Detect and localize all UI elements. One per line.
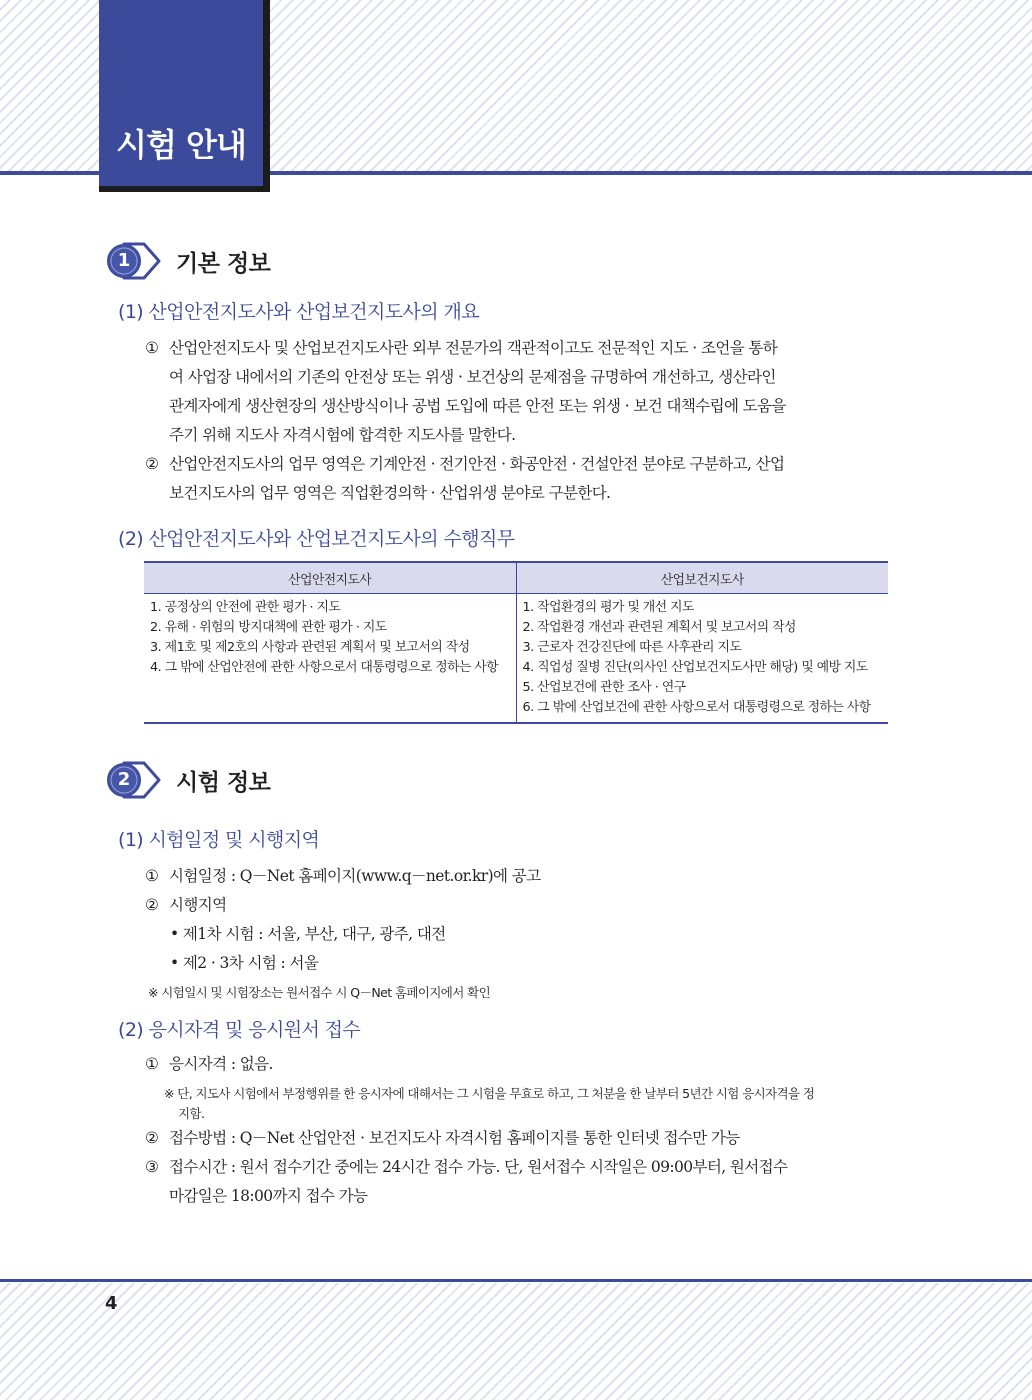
method-value: : Q－Net 산업안전 · 보건지도사 자격시험 홈페이지를 통한 인터넷 접수만 가능	[226, 1129, 740, 1147]
item-number: ①	[145, 339, 159, 357]
list-item: 4. 직업성 질병 진단(의사인 산업보건지도사만 해당) 및 예방 지도	[522, 660, 868, 675]
section-1-badge	[104, 241, 166, 281]
item-number: ②	[145, 896, 159, 914]
qualification-value: : 없음.	[226, 1055, 273, 1073]
schedule-label: 시험일정	[169, 867, 227, 885]
overview-item-1	[145, 334, 865, 508]
footer-stripe-band	[0, 1283, 1032, 1400]
qualification-label: 응시자격	[169, 1055, 227, 1073]
paragraph-line: 관계자에게 생산현장의 생산방식이나 공법 도입에 따른 안전 또는 위생 · 보건 대책수립에 도움을	[169, 397, 786, 415]
list-item: 1. 공정상의 안전에 관한 평가 · 지도	[150, 600, 341, 615]
qualification-note-line: ※ 단, 지도사 시험에서 부정행위를 한 응시자에 대해서는 그 시험을 무효로 하고, 그 처분을 한 날부터 5년간 시험 응시자격을 정	[164, 1086, 815, 1101]
application-time	[145, 1155, 787, 1177]
subsection-1-2-heading: (2) 산업안전지도사와 산업보건지도사의 수행직무	[118, 528, 515, 550]
subsection-2-2-heading: (2) 응시자격 및 응시원서 접수	[118, 1019, 361, 1041]
application-method	[145, 1126, 740, 1148]
item-number: ①	[145, 867, 159, 885]
list-item: 2. 작업환경 개선과 관련된 계획서 및 보고서의 작성	[522, 620, 796, 635]
table-header-safety: 산업안전지도사	[144, 562, 516, 594]
time-label: 접수시간	[169, 1158, 227, 1176]
section-2-badge	[104, 760, 166, 800]
time-value: : 원서 접수기간 중에는 24시간 접수 가능. 단, 원서접수 시작일은 09:00부터, 원서접수	[226, 1158, 788, 1176]
title-tab	[99, 0, 263, 186]
section-2-heading	[104, 760, 270, 800]
schedule-value: : Q－Net 홈페이지(www.q－net.or.kr)에 공고	[226, 867, 541, 885]
item-number: ①	[145, 1055, 159, 1073]
paragraph-line: 보건지도사의 업무 영역은 직업환경의학 · 산업위생 분야로 구분한다.	[169, 484, 611, 502]
paragraph-line: 산업안전지도사의 업무 영역은 기계안전 · 전기안전 · 화공안전 · 건설안전 분야로 구분하고, 산업	[169, 455, 785, 473]
time-value-continued: 마감일은 18:00까지 접수 가능	[169, 1187, 368, 1205]
section-1-heading	[104, 241, 270, 281]
region-item: • 제2 · 3차 시험 : 서울	[170, 954, 319, 972]
page-title: 시험 안내	[116, 126, 246, 164]
region-item: • 제1차 시험 : 서울, 부산, 대구, 광주, 대전	[170, 925, 446, 943]
exam-schedule	[145, 864, 541, 886]
list-item: 3. 제1호 및 제2호의 사항과 관련된 계획서 및 보고서의 작성	[150, 640, 470, 655]
paragraph-line: 주기 위해 지도사 자격시험에 합격한 지도사를 말한다.	[169, 426, 516, 444]
section-1-number: 1	[117, 250, 131, 271]
paragraph-line: 산업안전지도사 및 산업보건지도사란 외부 전문가의 객관적이고도 전문적인 지도 · 조언을 통하	[169, 339, 778, 357]
subsection-1-1-heading: (1) 산업안전지도사와 산업보건지도사의 개요	[118, 301, 480, 323]
page-number: 4	[105, 1293, 118, 1314]
exam-region	[145, 893, 227, 915]
footer-rule	[0, 1279, 1032, 1282]
section-1-title: 기본 정보	[176, 250, 271, 277]
list-item: 5. 산업보건에 관한 조사 · 연구	[522, 680, 686, 695]
item-number: ②	[145, 455, 159, 473]
section-2-number: 2	[117, 769, 131, 790]
item-number: ③	[145, 1158, 159, 1176]
safety-duties-cell	[144, 594, 516, 724]
duties-table	[144, 561, 888, 724]
item-number: ②	[145, 1129, 159, 1147]
section-2-title: 시험 정보	[176, 769, 271, 796]
paragraph-line: 여 사업장 내에서의 기존의 안전상 또는 위생 · 보건상의 문제점을 규명하여 개선하고, 생산라인	[169, 368, 776, 386]
method-label: 접수방법	[169, 1129, 227, 1147]
list-item: 4. 그 밖에 산업안전에 관한 사항으로서 대통령령으로 정하는 사항	[150, 660, 499, 675]
table-header-health: 산업보건지도사	[516, 562, 888, 594]
list-item: 1. 작업환경의 평가 및 개선 지도	[522, 600, 694, 615]
health-duties-cell	[516, 594, 888, 724]
qualification	[145, 1052, 273, 1074]
list-item: 3. 근로자 건강진단에 따른 사후관리 지도	[522, 640, 742, 655]
subsection-2-1-heading: (1) 시험일정 및 시행지역	[118, 829, 320, 851]
region-label: 시행지역	[169, 896, 227, 914]
list-item: 6. 그 밖에 산업보건에 관한 사항으로서 대통령령으로 정하는 사항	[522, 700, 871, 715]
exam-note: ※ 시험일시 및 시험장소는 원서접수 시 Q－Net 홈페이지에서 확인	[148, 985, 491, 1000]
list-item: 2. 유해 · 위험의 방지대책에 관한 평가 · 지도	[150, 620, 387, 635]
qualification-note-line: 지함.	[178, 1106, 205, 1121]
